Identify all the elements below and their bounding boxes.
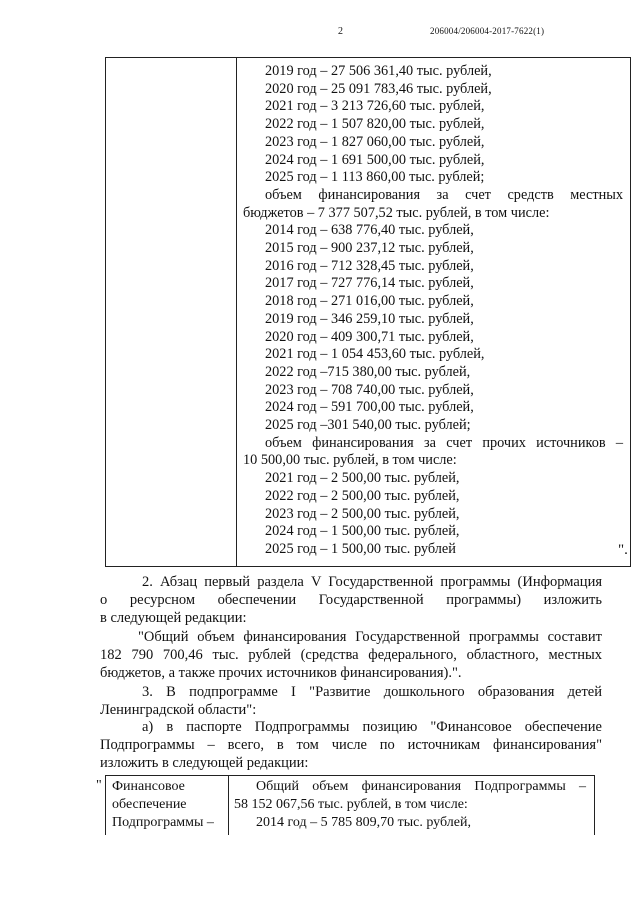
financing-line: 2021 год – 3 213 726,60 тыс. рублей,	[265, 98, 485, 115]
financing-line: 2014 год – 638 776,40 тыс. рублей,	[265, 222, 474, 239]
financing-line: 2022 год – 1 507 820,00 тыс. рублей,	[265, 116, 485, 133]
financing-line: 2024 год – 1 500,00 тыс. рублей,	[265, 523, 460, 540]
financing-line: 2021 год – 2 500,00 тыс. рублей,	[265, 470, 460, 487]
financing-line: 2024 год – 591 700,00 тыс. рублей,	[265, 399, 474, 416]
row-value-line: 58 152 067,56 тыс. рублей, в том числе:	[234, 797, 468, 812]
subprogram-financing-table	[105, 775, 595, 835]
financing-line: 2023 год – 1 827 060,00 тыс. рублей,	[265, 133, 485, 150]
financing-line: 2021 год – 1 054 453,60 тыс. рублей,	[265, 346, 485, 363]
paragraph-3	[100, 684, 602, 720]
financing-line: 2019 год – 346 259,10 тыс. рублей,	[265, 310, 474, 327]
local-budget-intro: объем финансирования за счет средств местных	[265, 186, 623, 203]
financing-line: 2017 год – 727 776,14 тыс. рублей,	[265, 275, 474, 292]
paragraph-line: в следующей редакции:	[100, 609, 247, 626]
table-column-divider	[236, 58, 237, 566]
financing-table	[105, 57, 631, 567]
paragraph-line: о ресурсном обеспечении Государственной программы) изложить	[100, 591, 602, 608]
table-column-divider	[228, 776, 229, 835]
row-header-line: Финансовое	[112, 779, 185, 794]
paragraph-line: Подпрограммы – всего, в том числе по источникам финансирования"	[100, 736, 602, 753]
row-value-line: Общий объем финансирования Подпрограммы –	[256, 779, 586, 794]
paragraph-line: бюджетов, а также прочих источников финансирования).".	[100, 664, 462, 681]
document-number: 206004/206004-2017-7622(1)	[430, 26, 545, 36]
financing-line: 2019 год – 27 506 361,40 тыс. рублей,	[265, 63, 492, 79]
financing-lines-regional	[243, 63, 623, 187]
row-header-line: обеспечение	[112, 797, 187, 812]
financing-line: 2022 год –715 380,00 тыс. рублей,	[265, 363, 471, 380]
other-sources-total: 10 500,00 тыс. рублей, в том числе:	[243, 452, 457, 469]
financing-line: 2025 год – 1 500,00 тыс. рублей	[265, 540, 456, 557]
paragraph-line: "Общий объем финансирования Государственной программы составит	[138, 629, 602, 645]
paragraph-line: 3. В подпрограмме I "Развитие дошкольного образования детей	[142, 684, 602, 700]
financing-line: 2023 год – 2 500,00 тыс. рублей,	[265, 505, 460, 522]
paragraph-line: изложить в следующей редакции:	[100, 754, 309, 771]
financing-cell	[243, 63, 623, 559]
row-header-line: Подпрограммы –	[112, 815, 214, 830]
paragraph-line: 2. Абзац первый раздела V Государственной программы (Информация	[142, 574, 602, 590]
paragraph-line: а) в паспорте Подпрограммы позицию "Финансовое обеспечение	[142, 719, 602, 735]
other-sources-intro: объем финансирования за счет прочих источников –	[265, 434, 623, 451]
paragraph-line: Ленинградской области":	[100, 701, 257, 718]
financing-line: 2023 год – 708 740,00 тыс. рублей,	[265, 381, 474, 398]
local-budget-total: бюджетов – 7 377 507,52 тыс. рублей, в том числе:	[243, 204, 550, 221]
paragraph-2	[100, 574, 602, 627]
financing-lines-local	[243, 222, 623, 434]
financing-lines-other	[243, 470, 623, 559]
financing-line: 2015 год – 900 237,12 тыс. рублей,	[265, 240, 474, 257]
financing-line: 2024 год – 1 691 500,00 тыс. рублей,	[265, 151, 485, 168]
financing-line: 2022 год – 2 500,00 тыс. рублей,	[265, 487, 460, 504]
closing-quote: ".	[618, 542, 628, 558]
financing-line: 2018 год – 271 016,00 тыс. рублей,	[265, 293, 474, 310]
financing-line: 2016 год – 712 328,45 тыс. рублей,	[265, 257, 474, 274]
financing-line: 2020 год – 409 300,71 тыс. рублей,	[265, 328, 474, 345]
opening-quote: "	[96, 778, 102, 793]
paragraph-line: 182 790 700,46 тыс. рублей (средства федерального, областного, местных	[100, 646, 602, 663]
financing-line: 2020 год – 25 091 783,46 тыс. рублей,	[265, 80, 492, 97]
page-number: 2	[338, 26, 343, 37]
row-value-line: 2014 год – 5 785 809,70 тыс. рублей,	[256, 815, 471, 830]
row-value-cell	[234, 778, 586, 832]
financing-line: 2025 год – 1 113 860,00 тыс. рублей;	[265, 169, 485, 186]
row-header-cell	[112, 778, 224, 832]
paragraph-3a	[100, 719, 602, 772]
financing-line: 2025 год –301 540,00 тыс. рублей;	[265, 417, 471, 434]
quoted-paragraph	[100, 629, 602, 682]
